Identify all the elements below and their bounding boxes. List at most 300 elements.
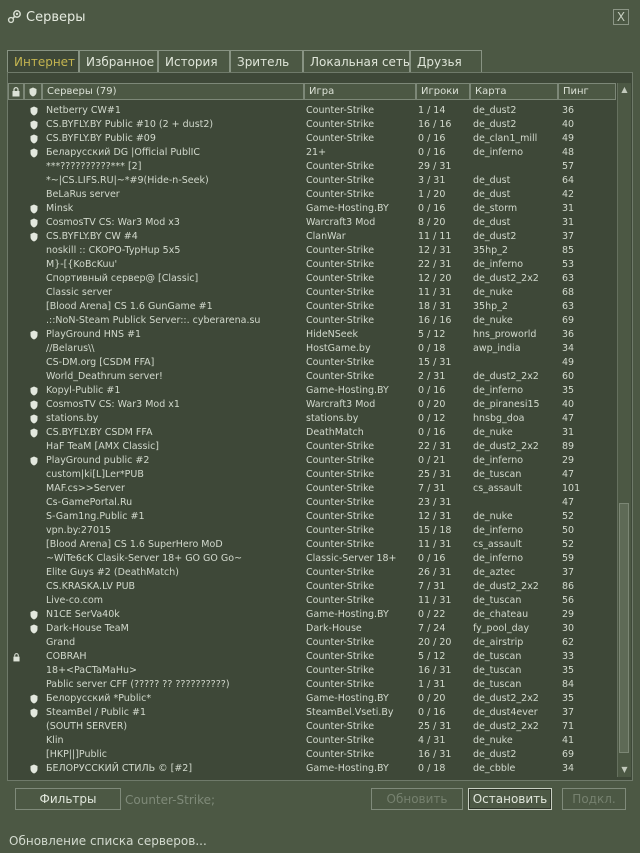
server-row[interactable]: [8, 146, 614, 160]
server-ping: 71: [562, 721, 575, 732]
server-players: 16 / 31: [418, 665, 452, 676]
server-map: de_dust2: [473, 105, 517, 116]
server-ping: 36: [562, 105, 575, 116]
server-row[interactable]: [8, 762, 614, 776]
window-title: Серверы: [26, 10, 86, 25]
server-map: de_dust2_2x2: [473, 581, 539, 592]
server-row[interactable]: [8, 706, 614, 720]
server-map: de_dust: [473, 217, 511, 228]
server-map: de_nuke: [473, 735, 513, 746]
server-row[interactable]: [8, 692, 614, 706]
server-game: Counter-Strike: [306, 497, 375, 508]
server-name: [Blood Arena] CS 1.6 SuperHero MoD: [46, 539, 223, 550]
server-map: de_airstrip: [473, 637, 524, 648]
server-game: Warcraft3 Mod: [306, 217, 376, 228]
server-ping: 37: [562, 231, 575, 242]
server-map: de_nuke: [473, 427, 513, 438]
server-name: SteamBel / Public #1: [46, 707, 147, 718]
server-game: Dark-House: [306, 623, 362, 634]
server-map: de_storm: [473, 203, 518, 214]
server-row[interactable]: [8, 440, 614, 454]
server-ping: 35: [562, 385, 575, 396]
server-map: de_inferno: [473, 553, 524, 564]
server-players: 11 / 11: [418, 231, 452, 242]
server-game: Counter-Strike: [306, 525, 375, 536]
scrollbar-thumb[interactable]: [619, 503, 629, 753]
server-row[interactable]: [8, 412, 614, 426]
server-name: S-Gam1ng.Public #1: [46, 511, 145, 522]
server-game: Game-Hosting.BY: [306, 203, 389, 214]
server-row[interactable]: [8, 104, 614, 118]
server-row[interactable]: [8, 748, 614, 762]
server-map: de_dust2_2x2: [473, 693, 539, 704]
tab-internet[interactable]: Интернет: [7, 50, 79, 74]
server-game: Counter-Strike: [306, 287, 375, 298]
server-players: 23 / 31: [418, 497, 452, 508]
server-name: CosmosTV CS: War3 Mod x1: [46, 399, 180, 410]
server-name: CS-DM.org [CSDM FFA]: [46, 357, 155, 368]
server-name: ~WiTe6cK Clasik-Server 18+ GO GO Go~: [46, 553, 243, 564]
server-map: de_dust: [473, 175, 511, 186]
server-row[interactable]: [8, 720, 614, 734]
server-name: stations.by: [46, 413, 99, 424]
server-row[interactable]: [8, 734, 614, 748]
server-map: de_tuscan: [473, 665, 522, 676]
server-ping: 42: [562, 189, 575, 200]
server-game: Counter-Strike: [306, 105, 375, 116]
server-map: de_dust2: [473, 749, 517, 760]
server-map: de_nuke: [473, 511, 513, 522]
server-row[interactable]: [8, 552, 614, 566]
refresh-button[interactable]: Обновить: [371, 788, 463, 810]
server-players: 22 / 31: [418, 441, 452, 452]
server-row[interactable]: [8, 482, 614, 496]
server-players: 0 / 20: [418, 693, 446, 704]
server-map: de_dust2_2x2: [473, 273, 539, 284]
close-button[interactable]: X: [613, 9, 629, 25]
server-name: MAF.cs>>Server: [46, 483, 125, 494]
server-row[interactable]: [8, 174, 614, 188]
server-game: Counter-Strike: [306, 735, 375, 746]
column-secure[interactable]: [24, 83, 42, 100]
server-players: 29 / 31: [418, 161, 452, 172]
server-game: Counter-Strike: [306, 455, 375, 466]
server-row[interactable]: [8, 608, 614, 622]
server-map: de_nuke: [473, 287, 513, 298]
server-name: PlayGround public #2: [46, 455, 150, 466]
server-ping: 59: [562, 553, 575, 564]
vac-shield-icon: [30, 762, 40, 777]
server-map: cs_assault: [473, 539, 522, 550]
server-row[interactable]: [8, 426, 614, 440]
server-name: //Belarus\\: [46, 343, 95, 354]
server-game: Game-Hosting.BY: [306, 609, 389, 620]
server-ping: 68: [562, 287, 575, 298]
server-ping: 31: [562, 217, 575, 228]
server-players: 0 / 16: [418, 427, 446, 438]
server-ping: 52: [562, 511, 575, 522]
server-row[interactable]: [8, 510, 614, 524]
lock-icon: [12, 87, 20, 97]
server-game: Warcraft3 Mod: [306, 399, 376, 410]
server-players: 0 / 16: [418, 147, 446, 158]
server-map: de_cbble: [473, 763, 516, 774]
column-game[interactable]: Игра: [304, 83, 416, 100]
server-name: Classic server: [46, 287, 112, 298]
server-row[interactable]: [8, 468, 614, 482]
server-row[interactable]: [8, 258, 614, 272]
server-ping: 64: [562, 175, 575, 186]
server-row[interactable]: [8, 370, 614, 384]
server-map: 35hp_2: [473, 301, 508, 312]
server-name: (SOUTH SERVER): [46, 721, 128, 732]
server-ping: 37: [562, 707, 575, 718]
server-players: 5 / 12: [418, 651, 446, 662]
server-game: Counter-Strike: [306, 539, 375, 550]
server-players: 16 / 31: [418, 749, 452, 760]
server-map: de_piranesi15: [473, 399, 540, 410]
server-players: 22 / 31: [418, 259, 452, 270]
server-row[interactable]: [8, 636, 614, 650]
server-row[interactable]: [8, 384, 614, 398]
server-players: 18 / 31: [418, 301, 452, 312]
server-row[interactable]: [8, 300, 614, 314]
server-map: hnsbg_doa: [473, 413, 525, 424]
filters-button[interactable]: Фильтры: [15, 788, 121, 810]
server-game: Counter-Strike: [306, 259, 375, 270]
tab-friends[interactable]: Друзья: [410, 50, 482, 73]
server-row[interactable]: [8, 650, 614, 664]
server-name: 18+<PaCTaMaHu>: [46, 665, 137, 676]
server-ping: 62: [562, 637, 575, 648]
server-players: 7 / 31: [418, 483, 446, 494]
server-ping: 40: [562, 399, 575, 410]
server-map: cs_assault: [473, 483, 522, 494]
server-ping: 63: [562, 273, 575, 284]
server-game: Counter-Strike: [306, 357, 375, 368]
server-list: [8, 104, 614, 777]
server-players: 12 / 31: [418, 245, 452, 256]
server-game: Counter-Strike: [306, 749, 375, 760]
server-game: Counter-Strike: [306, 483, 375, 494]
server-map: de_inferno: [473, 259, 524, 270]
server-game: Counter-Strike: [306, 315, 375, 326]
column-servers[interactable]: Серверы (79): [42, 83, 304, 100]
server-players: 7 / 24: [418, 623, 446, 634]
server-map: de_dust2: [473, 119, 517, 130]
server-map: de_inferno: [473, 385, 524, 396]
server-row[interactable]: [8, 342, 614, 356]
stop-button[interactable]: Остановить: [468, 788, 552, 810]
column-ping[interactable]: Пинг: [558, 83, 616, 100]
server-name: CS.BYFLY.BY CSDM FFA: [46, 427, 153, 438]
server-players: 25 / 31: [418, 721, 452, 732]
server-game: Counter-Strike: [306, 581, 375, 592]
server-ping: 56: [562, 595, 575, 606]
server-name: Grand: [46, 637, 76, 648]
server-row[interactable]: [8, 314, 614, 328]
server-players: 0 / 16: [418, 707, 446, 718]
server-map: de_dust2_2x2: [473, 441, 539, 452]
server-row[interactable]: [8, 594, 614, 608]
server-map: de_dust2_2x2: [473, 721, 539, 732]
server-name: PlayGround HNS #1: [46, 329, 142, 340]
server-ping: 31: [562, 427, 575, 438]
steam-icon: [6, 9, 22, 25]
server-players: 20 / 20: [418, 637, 452, 648]
server-row[interactable]: [8, 132, 614, 146]
server-name: custom|ki[L]Ler*PUB: [46, 469, 144, 480]
server-players: 8 / 20: [418, 217, 446, 228]
server-name: Kopyl-Public #1: [46, 385, 121, 396]
server-row[interactable]: [8, 230, 614, 244]
server-game: ClanWar: [306, 231, 346, 242]
server-players: 3 / 31: [418, 175, 446, 186]
server-map: de_inferno: [473, 455, 524, 466]
server-players: 0 / 21: [418, 455, 446, 466]
column-map[interactable]: Карта: [470, 83, 558, 100]
server-row[interactable]: [8, 398, 614, 412]
server-name: COBRAH: [46, 651, 87, 662]
server-name: noskill :: CKOPO-TypHup 5x5: [46, 245, 181, 256]
server-players: 0 / 16: [418, 133, 446, 144]
server-game: Counter-Strike: [306, 133, 375, 144]
connect-button[interactable]: Подкл.: [562, 788, 626, 810]
server-game: Game-Hosting.BY: [306, 763, 389, 774]
server-game: Counter-Strike: [306, 371, 375, 382]
server-map: de_dust2_2x2: [473, 371, 539, 382]
server-name: BeLaRus server: [46, 189, 120, 200]
server-row[interactable]: [8, 188, 614, 202]
server-game: Game-Hosting.BY: [306, 385, 389, 396]
server-row[interactable]: [8, 580, 614, 594]
server-map: de_dust: [473, 189, 511, 200]
server-players: 12 / 20: [418, 273, 452, 284]
server-ping: 63: [562, 301, 575, 312]
server-ping: 37: [562, 567, 575, 578]
server-name: N1CE SerVa40k: [46, 609, 120, 620]
server-name: Klin: [46, 735, 64, 746]
server-players: 0 / 22: [418, 609, 446, 620]
server-game: Classic-Server 18+: [306, 553, 397, 564]
server-game: Counter-Strike: [306, 119, 375, 130]
server-map: 35hp_2: [473, 245, 508, 256]
server-name: [Blood Arena] CS 1.6 GunGame #1: [46, 301, 213, 312]
server-players: 0 / 16: [418, 553, 446, 564]
server-ping: 30: [562, 623, 575, 634]
server-row[interactable]: [8, 524, 614, 538]
server-players: 11 / 31: [418, 595, 452, 606]
tab-favorites[interactable]: Избранное: [79, 50, 158, 73]
server-ping: 50: [562, 525, 575, 536]
server-players: 7 / 31: [418, 581, 446, 592]
server-map: de_inferno: [473, 525, 524, 536]
server-row[interactable]: [8, 244, 614, 258]
server-players: 0 / 16: [418, 385, 446, 396]
server-players: 16 / 16: [418, 315, 452, 326]
server-players: 0 / 18: [418, 343, 446, 354]
server-game: Counter-Strike: [306, 161, 375, 172]
server-ping: 34: [562, 343, 575, 354]
server-row[interactable]: [8, 454, 614, 468]
server-name: CosmosTV CS: War3 Mod x3: [46, 217, 180, 228]
server-ping: 57: [562, 161, 575, 172]
server-ping: 48: [562, 147, 575, 158]
tab-history[interactable]: История: [158, 50, 230, 73]
server-game: HideNSeek: [306, 329, 358, 340]
server-name: HaF TeaM [AMX Classic]: [46, 441, 160, 452]
server-players: 16 / 16: [418, 119, 452, 130]
server-ping: 49: [562, 357, 575, 368]
server-name: *~|CS.LIFS.RU|~*#9(Hide-n-Seek): [46, 175, 209, 186]
server-game: Counter-Strike: [306, 175, 375, 186]
shield-icon: [29, 87, 37, 97]
server-name: CS.BYFLY.BY Public #09: [46, 133, 156, 144]
server-name: Pablic server CFF (????? ?? ??????????): [46, 679, 230, 690]
server-map: awp_india: [473, 343, 521, 354]
server-ping: 35: [562, 693, 575, 704]
server-players: 0 / 18: [418, 763, 446, 774]
server-players: 11 / 31: [418, 539, 452, 550]
server-row[interactable]: [8, 664, 614, 678]
server-game: Counter-Strike: [306, 665, 375, 676]
server-game: Counter-Strike: [306, 245, 375, 256]
server-game: Counter-Strike: [306, 273, 375, 284]
status-text: Обновление списка серверов...: [9, 834, 207, 848]
server-map: fy_pool_day: [473, 623, 530, 634]
server-game: 21+: [306, 147, 327, 158]
server-name: Спортивный сервер@ [Classic]: [46, 273, 199, 284]
server-ping: 69: [562, 749, 575, 760]
tab-lan[interactable]: Локальная сеть: [303, 50, 410, 73]
server-ping: 47: [562, 497, 575, 508]
server-ping: 53: [562, 259, 575, 270]
server-players: 15 / 31: [418, 357, 452, 368]
server-name: CS.BYFLY.BY CW #4: [46, 231, 138, 242]
server-row[interactable]: [8, 566, 614, 580]
scroll-up-icon[interactable]: ▲: [621, 85, 628, 94]
title-bar[interactable]: [0, 0, 640, 36]
server-name: .::NoN-Steam Publick Server::. cyberarena.su: [46, 315, 261, 326]
column-players[interactable]: Игроки: [416, 83, 470, 100]
server-map: de_tuscan: [473, 469, 522, 480]
server-map: de_inferno: [473, 147, 524, 158]
server-row[interactable]: [8, 118, 614, 132]
server-game: Counter-Strike: [306, 301, 375, 312]
server-ping: 86: [562, 581, 575, 592]
scroll-down-icon[interactable]: ▼: [621, 765, 628, 774]
server-row[interactable]: [8, 678, 614, 692]
server-ping: 36: [562, 329, 575, 340]
server-map: de_nuke: [473, 315, 513, 326]
server-ping: 34: [562, 763, 575, 774]
server-name: CS.KRASKA.LV PUB: [46, 581, 136, 592]
server-players: 2 / 31: [418, 371, 446, 382]
server-map: de_dust2: [473, 231, 517, 242]
server-name: [HKP||]Public: [46, 749, 108, 760]
server-row[interactable]: [8, 272, 614, 286]
server-game: Game-Hosting.BY: [306, 693, 389, 704]
server-row[interactable]: [8, 356, 614, 370]
server-players: 15 / 18: [418, 525, 452, 536]
server-players: 26 / 31: [418, 567, 452, 578]
server-ping: 84: [562, 679, 575, 690]
server-players: 0 / 16: [418, 203, 446, 214]
column-header: [8, 83, 626, 100]
server-name: vpn.by:27015: [46, 525, 112, 536]
server-row[interactable]: [8, 202, 614, 216]
server-ping: 60: [562, 371, 575, 382]
server-ping: 40: [562, 119, 575, 130]
server-row[interactable]: [8, 496, 614, 510]
server-game: Counter-Strike: [306, 651, 375, 662]
server-game: Counter-Strike: [306, 189, 375, 200]
server-row[interactable]: [8, 328, 614, 342]
server-row[interactable]: [8, 160, 614, 174]
filter-summary: Counter-Strike;: [125, 793, 216, 807]
column-password[interactable]: [8, 83, 24, 100]
server-ping: 29: [562, 455, 575, 466]
server-game: Counter-Strike: [306, 721, 375, 732]
server-ping: 47: [562, 469, 575, 480]
server-map: de_clan1_mill: [473, 133, 538, 144]
server-game: Counter-Strike: [306, 511, 375, 522]
scrollbar[interactable]: [617, 83, 631, 777]
server-players: 5 / 12: [418, 329, 446, 340]
server-ping: 31: [562, 203, 575, 214]
server-game: Counter-Strike: [306, 469, 375, 480]
server-ping: 41: [562, 735, 575, 746]
server-map: de_dust4ever: [473, 707, 538, 718]
server-map: de_tuscan: [473, 595, 522, 606]
server-name: M}-[{KoBcKuu': [46, 259, 118, 270]
server-ping: 35: [562, 665, 575, 676]
server-players: 11 / 31: [418, 287, 452, 298]
server-map: de_aztec: [473, 567, 516, 578]
server-players: 1 / 31: [418, 679, 446, 690]
server-game: DeathMatch: [306, 427, 364, 438]
server-row[interactable]: [8, 538, 614, 552]
server-game: Counter-Strike: [306, 441, 375, 452]
server-name: Cs-GamePortal.Ru: [46, 497, 133, 508]
server-name: Minsk: [46, 203, 74, 214]
server-players: 0 / 12: [418, 413, 446, 424]
server-name: Беларусский DG |Official PublIC: [46, 147, 201, 158]
server-name: Dark-House TeaM: [46, 623, 129, 634]
server-ping: 89: [562, 441, 575, 452]
server-name: CS.BYFLY.BY Public #10 (2 + dust2): [46, 119, 214, 130]
server-players: 0 / 20: [418, 399, 446, 410]
server-game: HostGame.by: [306, 343, 371, 354]
server-ping: 29: [562, 609, 575, 620]
server-game: Counter-Strike: [306, 567, 375, 578]
server-name: БЕЛОРУССКИЙ СТИЛЬ © [#2]: [46, 763, 193, 774]
server-row[interactable]: [8, 286, 614, 300]
server-name: Белорусский *Public*: [46, 693, 152, 704]
server-list-panel: [7, 72, 633, 781]
server-players: 1 / 14: [418, 105, 446, 116]
server-row[interactable]: [8, 622, 614, 636]
server-name: Live-co.com: [46, 595, 104, 606]
server-ping: 52: [562, 539, 575, 550]
server-map: de_tuscan: [473, 651, 522, 662]
server-players: 4 / 31: [418, 735, 446, 746]
server-name: ***??????????*** [2]: [46, 161, 142, 172]
server-ping: 101: [562, 483, 581, 494]
server-players: 1 / 20: [418, 189, 446, 200]
server-row[interactable]: [8, 216, 614, 230]
tab-spectate[interactable]: Зритель: [230, 50, 303, 73]
